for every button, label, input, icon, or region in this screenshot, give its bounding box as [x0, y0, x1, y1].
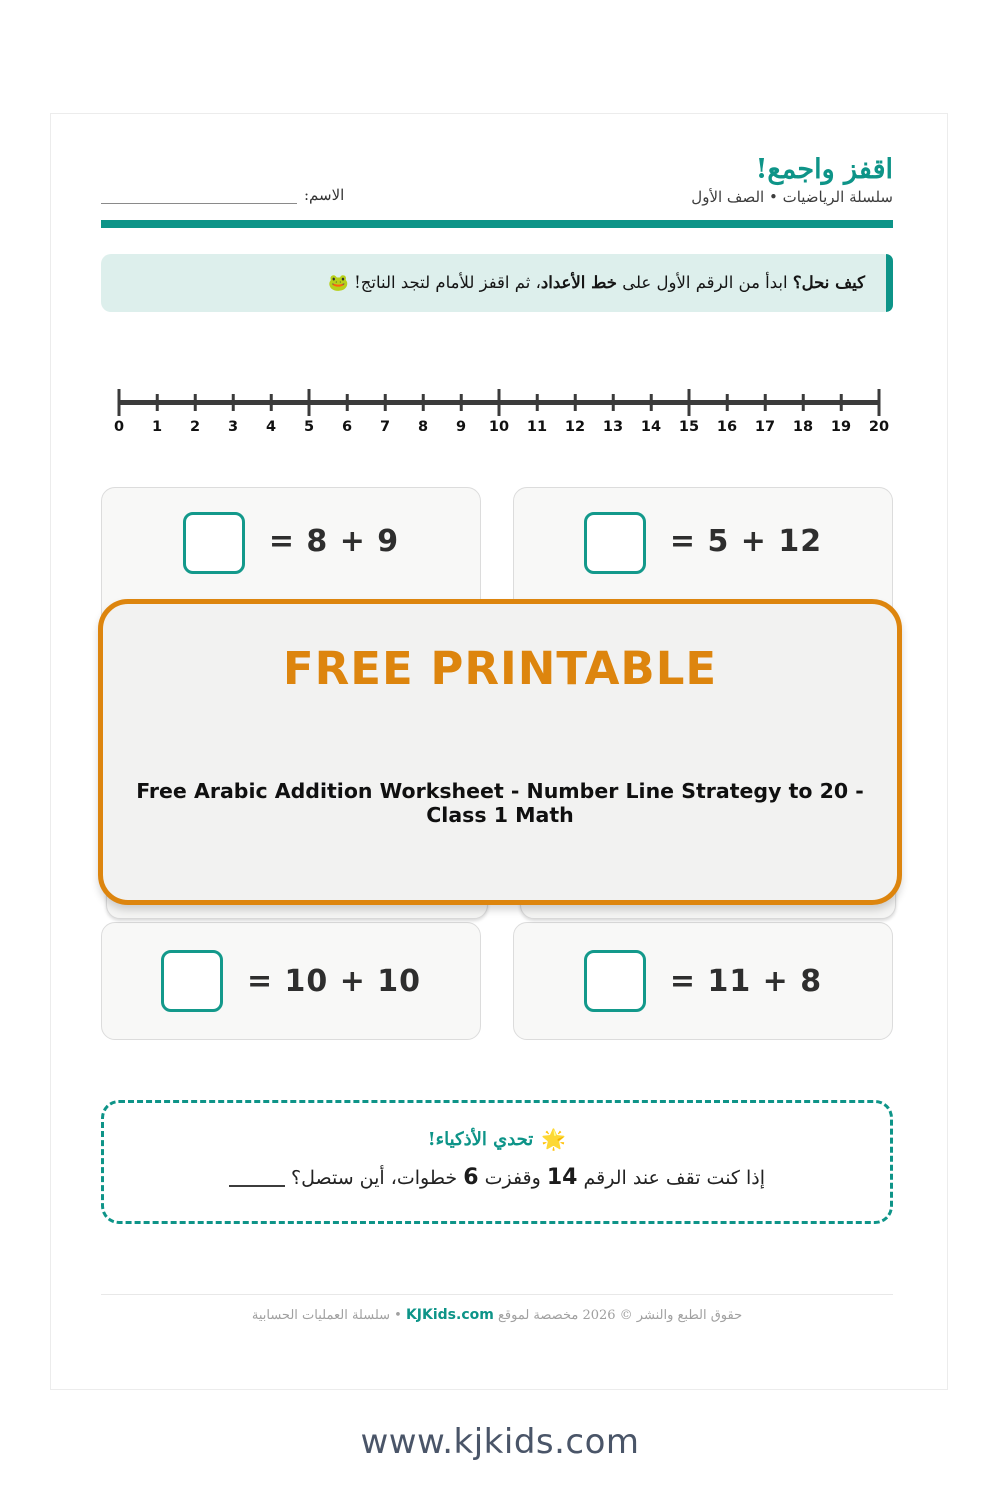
page-subtitle: سلسلة الرياضيات • الصف الأول — [691, 188, 893, 207]
header-divider — [101, 220, 893, 228]
challenge-title-row — [428, 1127, 566, 1151]
equation-4: = 11 + 8 — [669, 963, 823, 999]
copyright-text — [101, 1307, 893, 1323]
worksheet-page — [50, 113, 948, 1390]
challenge-question — [104, 1165, 890, 1190]
tick-label: 15 — [678, 419, 700, 436]
tick-mark — [422, 394, 425, 411]
copyright-part-a: حقوق الطبع والنشر © 2026 مخصصة لموقع — [493, 1308, 743, 1324]
answer-box-1 — [183, 512, 245, 574]
equation-3: = 10 + 10 — [246, 963, 422, 999]
hint-text — [328, 273, 865, 293]
tick-label: 0 — [113, 419, 125, 436]
challenge-number-1: 14 — [546, 1165, 578, 1191]
tick-label: 12 — [564, 419, 586, 436]
title-block — [691, 154, 893, 206]
tick-mark — [156, 394, 159, 411]
hint-bold-lead: كيف نحل؟ — [792, 273, 865, 293]
hint-text-a: ابدأ من الرقم الأول على — [616, 273, 793, 293]
tick-mark — [270, 394, 273, 411]
tick-label: 4 — [265, 419, 277, 436]
hint-bold-mid: خط الأعداد — [540, 273, 617, 293]
challenge-number-2: 6 — [463, 1165, 479, 1191]
tick-mark — [536, 394, 539, 411]
tick-mark — [574, 394, 577, 411]
tick-label: 2 — [189, 419, 201, 436]
equation-2: = 5 + 12 — [669, 524, 823, 560]
tick-mark — [308, 389, 311, 416]
tick-label: 10 — [488, 419, 510, 436]
tick-mark — [498, 389, 501, 416]
tick-label: 7 — [379, 419, 391, 436]
hint-box — [101, 254, 893, 312]
worksheet-header — [101, 154, 893, 206]
free-printable-overlay — [98, 599, 902, 905]
website-url[interactable]: www.kjkids.com — [360, 1422, 640, 1462]
challenge-box — [101, 1100, 893, 1224]
tick-label: 3 — [227, 419, 239, 436]
equation-1: = 8 + 9 — [268, 524, 400, 560]
tick-label: 8 — [417, 419, 429, 436]
number-line — [113, 388, 890, 438]
challenge-text-c: خطوات، أين ستصل؟ — [284, 1167, 464, 1190]
tick-label: 16 — [716, 419, 738, 436]
hint-accent-bar — [886, 254, 893, 312]
tick-mark — [118, 389, 121, 416]
tick-mark — [688, 389, 691, 416]
footer-site-link[interactable]: KJKids.com — [405, 1307, 494, 1324]
star-emoji-icon: 🌟 — [541, 1127, 567, 1152]
tick-label: 9 — [455, 419, 467, 436]
tick-mark — [384, 394, 387, 411]
tick-mark — [460, 394, 463, 411]
tick-mark — [232, 394, 235, 411]
tick-label: 6 — [341, 419, 353, 436]
name-label: الاسم: — [304, 186, 345, 205]
tick-label: 17 — [754, 419, 776, 436]
tick-mark — [840, 394, 843, 411]
tick-mark — [612, 394, 615, 411]
page-title: اقفز واجمع! — [755, 154, 893, 185]
problem-card-3 — [101, 922, 481, 1040]
overlay-title: FREE PRINTABLE — [282, 642, 718, 695]
tick-label: 5 — [303, 419, 315, 436]
footer — [101, 1294, 893, 1323]
name-input-line[interactable] — [101, 188, 297, 204]
tick-mark — [802, 394, 805, 411]
challenge-text-a: إذا كنت تقف عند الرقم — [577, 1167, 766, 1190]
tick-mark — [764, 394, 767, 411]
tick-label: 20 — [868, 419, 890, 436]
overlay-subtitle: Free Arabic Addition Worksheet - Number Line Strategy to 20 - Class 1 Math — [136, 779, 864, 827]
hint-text-b: ، ثم اقفز للأمام لتجد الناتج! — [348, 273, 541, 293]
tick-mark — [346, 394, 349, 411]
tick-mark — [194, 394, 197, 411]
tick-mark — [650, 394, 653, 411]
challenge-title: تحدي الأذكياء! — [427, 1128, 534, 1150]
challenge-text-b: وقفزت — [478, 1167, 547, 1190]
tick-mark — [878, 389, 881, 416]
tick-label: 19 — [830, 419, 852, 436]
tick-label: 13 — [602, 419, 624, 436]
challenge-answer-blank[interactable] — [229, 1185, 285, 1187]
answer-box-3 — [161, 950, 223, 1012]
answer-box-4 — [584, 950, 646, 1012]
tick-label: 14 — [640, 419, 662, 436]
problems-row-2 — [101, 922, 893, 1040]
answer-box-2 — [584, 512, 646, 574]
name-field — [101, 186, 344, 206]
problem-card-4 — [513, 922, 893, 1040]
tick-mark — [726, 394, 729, 411]
tick-label: 18 — [792, 419, 814, 436]
tick-label: 1 — [151, 419, 163, 436]
frog-emoji-icon: 🐸 — [328, 273, 349, 293]
copyright-part-b: • سلسلة العمليات الحسابية — [251, 1308, 406, 1324]
tick-label: 11 — [526, 419, 548, 436]
